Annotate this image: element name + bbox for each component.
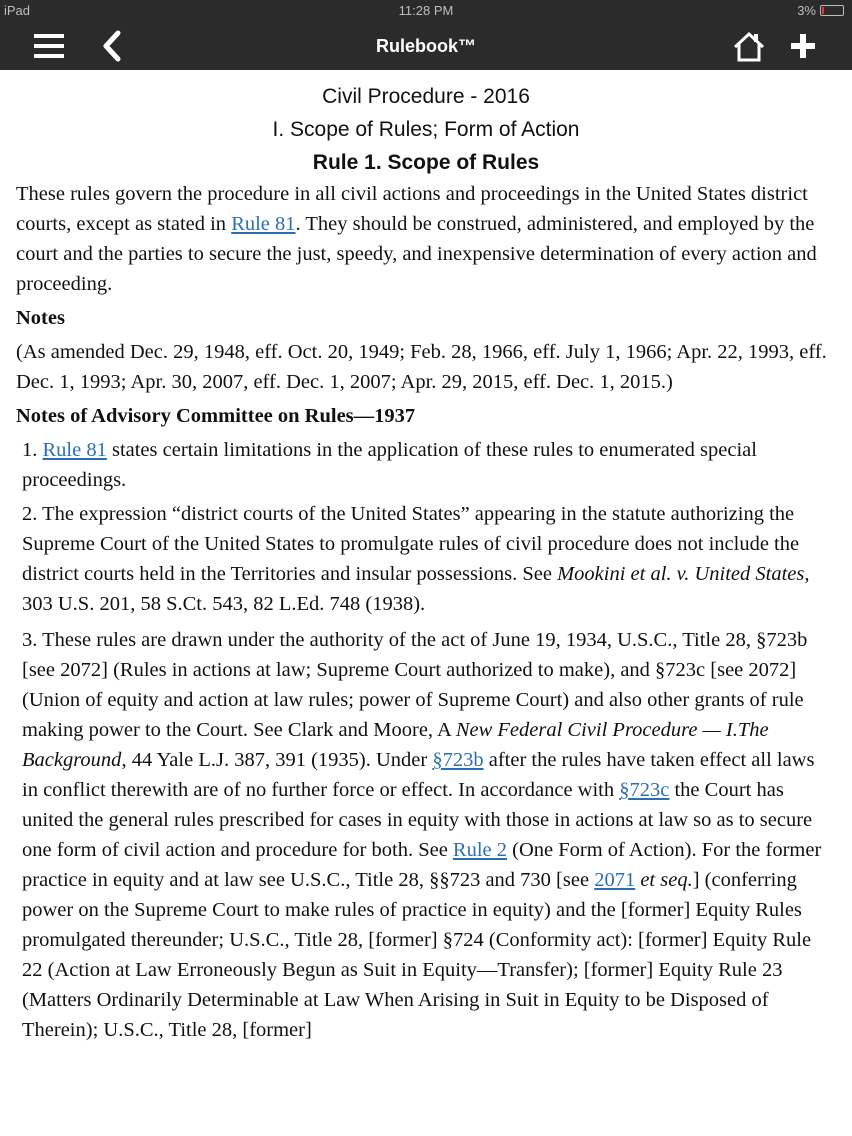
- advisory-note-3: [0, 625, 852, 1045]
- advisory-note-1: [0, 435, 852, 495]
- rule-81-link[interactable]: Rule 81: [231, 213, 296, 235]
- app-title: Rulebook™: [375, 36, 476, 56]
- notes-text: (As amended Dec. 29, 1948, eff. Oct. 20, 1949; Feb. 28, 1966, eff. July 1, 1966; Apr. 22, 1993, eff. Dec. 1, 1993; Apr. 30, 2007, eff. Dec. 1, 2007; Apr. 29, 2015, eff. Dec. 1, 2015.): [16, 341, 827, 393]
- rule-text-part: . They should be construed, administered, and employed by the court and the parties to secure the just, speedy, and inexpensive determination of every action and proceeding.: [16, 213, 817, 295]
- home-icon[interactable]: [732, 30, 766, 62]
- note-text: states certain limitations in the application of these rules to enumerated special proceedings.: [22, 439, 757, 491]
- status-bar: [0, 0, 852, 22]
- note-text: 3. These rules are drawn under the authority of the act of June 19, 1934, U.S.C., Title 28, §723b [see 2072] (Rules in actions at law; Supreme Court authorized to make), and §723c [see 2072] (Union of equity and action at law rules; power of Supreme Court) and also other grants of rule making power to the Court. See Clark and Moore, A: [22, 629, 808, 741]
- nav-bar: [0, 22, 852, 70]
- advisory-heading: Notes of Advisory Committee on Rules—1937: [16, 405, 416, 427]
- section-723b-link[interactable]: §723b: [432, 749, 484, 771]
- battery-percent: 3%: [797, 3, 816, 18]
- battery-icon: [820, 5, 844, 16]
- note-text: the Court has united the general rules prescribed for cases in equity with those in actions at law so as to secure one form of civil action and procedure for both. See: [22, 779, 813, 861]
- book-title: New Federal Civil Procedure — I.The Background: [22, 719, 769, 771]
- note-text: (One Form of Action). For the former practice in equity and at law see U.S.C., Title 28, §§723 and 730 [see: [22, 839, 822, 891]
- rule-heading: Rule 1. Scope of Rules: [312, 151, 540, 174]
- clock: 11:28 PM: [398, 3, 454, 18]
- rule-text: [0, 179, 852, 299]
- rule-2-link[interactable]: Rule 2: [452, 839, 508, 861]
- note-text: 2. The expression “district courts of the United States” appearing in the statute authorizing the Supreme Court of the United States to promulgate rules of civil procedure does not include the district courts held in the Territories and insular possessions. See: [22, 503, 800, 585]
- rule-content: [0, 70, 852, 1045]
- section-723c-link[interactable]: §723c: [619, 779, 670, 801]
- add-icon[interactable]: [786, 30, 820, 62]
- note-text: after the rules have taken effect all laws in conflict therewith are of no further force or effect. In accordance with: [22, 749, 815, 801]
- case-name: Mookini et al. v. United States: [557, 563, 805, 585]
- note-number: 1.: [22, 439, 43, 461]
- note-text: ] (conferring power on the Supreme Court to make rules of practice in equity) and the [former] Equity Rules promulgated thereunder; U.S.C., Title 28, [former] §724 (Conformity act): [former] Equity Rule 22 (Action at Law Erroneously Begun as Suit in Equity—Transfer); [former] Equity Rule 23 (Matters Ordinarily Determinable at Law When Arising in Suit in Equity to be Disposed of Therein); U.S.C., Title 28, [former]: [22, 869, 812, 1041]
- et-seq: et seq.: [640, 869, 693, 891]
- rule-text-part: These rules govern the procedure in all civil actions and proceedings in the United States district courts, except as stated in: [16, 183, 808, 235]
- device-label: iPad: [4, 3, 31, 18]
- citation: , 303 U.S. 201, 58 S.Ct. 543, 82 L.Ed. 748 (1938).: [22, 563, 810, 615]
- note-text: , 44 Yale L.J. 387, 391 (1935). Under: [121, 749, 433, 771]
- battery-indicator: [797, 3, 844, 18]
- rule-81-link[interactable]: Rule 81: [42, 439, 107, 461]
- section-2071-link[interactable]: 2071: [594, 869, 636, 891]
- notes-heading: Notes: [16, 307, 65, 329]
- part-title: I. Scope of Rules; Form of Action: [272, 118, 580, 141]
- document-title: Civil Procedure - 2016: [322, 85, 530, 108]
- advisory-note-2: [0, 499, 852, 619]
